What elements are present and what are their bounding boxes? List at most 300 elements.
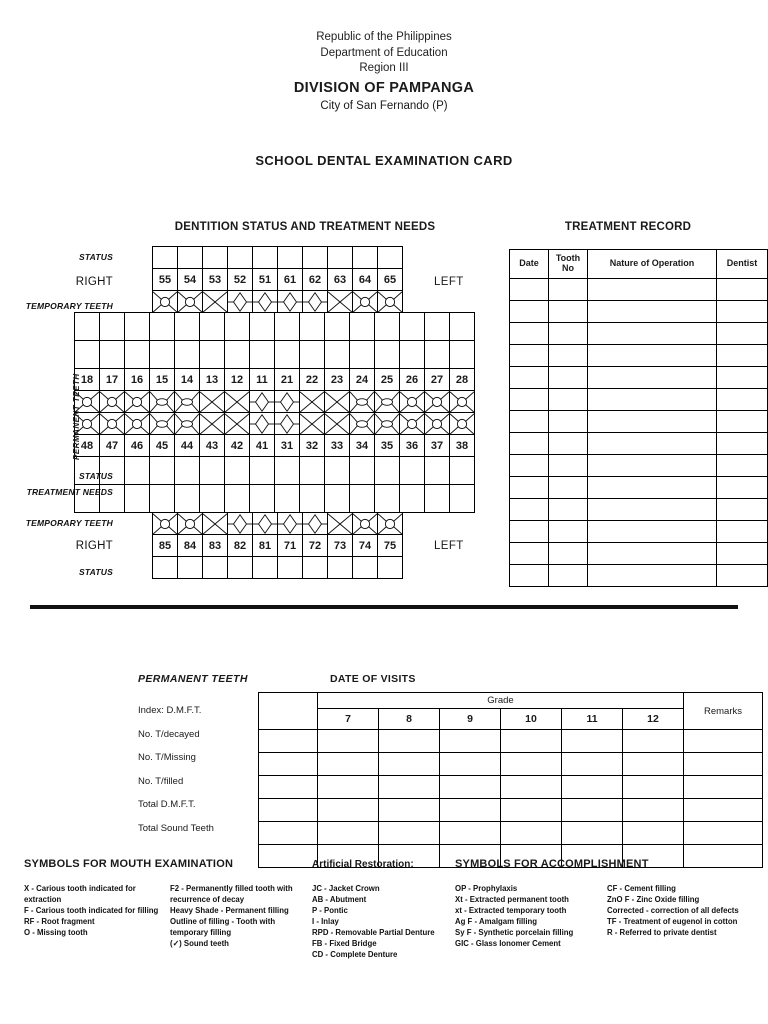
tooth-diagram-cell xyxy=(224,390,250,413)
visits-entry-cell[interactable] xyxy=(440,776,501,799)
treatment-record-cell[interactable] xyxy=(549,345,588,367)
treatment-record-cell[interactable] xyxy=(549,389,588,411)
treatment-record-cell[interactable] xyxy=(549,411,588,433)
tooth-number-cell: 63 xyxy=(327,268,353,291)
tooth-number-cell: 32 xyxy=(299,434,325,457)
visits-entry-cell[interactable] xyxy=(318,753,379,776)
treatment-needs-cell[interactable] xyxy=(349,340,375,369)
table-row xyxy=(510,389,768,411)
table-row xyxy=(510,367,768,389)
tooth-number-cell: 81 xyxy=(252,534,278,557)
status-cell[interactable] xyxy=(299,456,325,485)
tooth-diagram-cell xyxy=(449,390,475,413)
treatment-record-cell[interactable] xyxy=(588,477,717,499)
treatment-record-cell[interactable] xyxy=(588,565,717,587)
status-cell[interactable] xyxy=(399,456,425,485)
table-row xyxy=(510,345,768,367)
treatment-record-cell[interactable] xyxy=(510,323,549,345)
spacer xyxy=(403,247,481,269)
treatment-record-cell[interactable] xyxy=(510,345,549,367)
tooth-diagram-icon xyxy=(153,513,177,535)
treatment-record-cell[interactable] xyxy=(588,411,717,433)
row-lower-treatment-needs xyxy=(75,485,481,513)
treatment-record-cell[interactable] xyxy=(717,345,768,367)
treatment-record-cell[interactable] xyxy=(510,455,549,477)
tooth-diagram-cell xyxy=(274,390,300,413)
status-cell[interactable] xyxy=(274,312,300,341)
status-cell[interactable] xyxy=(277,246,303,269)
legend-item: Heavy Shade - Permanent filling xyxy=(170,906,289,916)
treatment-record-cell[interactable] xyxy=(549,499,588,521)
tooth-diagram-icon xyxy=(228,291,252,313)
legend-column-accomplishment-2 xyxy=(607,883,759,938)
row-lower-temporary-numbers xyxy=(75,535,481,557)
legend-item: (✓) Sound teeth xyxy=(170,939,229,949)
visits-entry-cell[interactable] xyxy=(318,822,379,845)
status-cell[interactable] xyxy=(152,246,178,269)
tooth-diagram-cell xyxy=(349,390,375,413)
treatment-needs-cell[interactable] xyxy=(449,340,475,369)
tooth-diagram-icon xyxy=(250,391,274,413)
visits-label-cell[interactable] xyxy=(259,799,318,822)
visits-entry-cell[interactable] xyxy=(501,799,562,822)
treatment-record-cell[interactable] xyxy=(510,521,549,543)
treatment-needs-cell[interactable] xyxy=(424,340,450,369)
row-upper-status xyxy=(75,247,481,269)
tooth-number-cell: 71 xyxy=(277,534,303,557)
treatment-record-cell[interactable] xyxy=(717,477,768,499)
treatment-needs-cell[interactable] xyxy=(124,484,150,513)
tooth-number-cell: 82 xyxy=(227,534,253,557)
status-cell[interactable] xyxy=(227,556,253,579)
treatment-needs-cell[interactable] xyxy=(399,340,425,369)
status-cell[interactable] xyxy=(199,312,225,341)
visits-entry-cell[interactable] xyxy=(379,822,440,845)
label-permanent-teeth-side: PERMANENT TEETH xyxy=(72,373,81,460)
visits-entry-cell[interactable] xyxy=(623,776,684,799)
tooth-number-cell: 33 xyxy=(324,434,350,457)
status-cell[interactable] xyxy=(377,556,403,579)
treatment-needs-cell[interactable] xyxy=(249,340,275,369)
status-cell[interactable] xyxy=(449,456,475,485)
tooth-diagram-cell xyxy=(149,412,175,435)
status-cell[interactable] xyxy=(152,556,178,579)
treatment-record-cell[interactable] xyxy=(588,279,717,301)
status-cell[interactable] xyxy=(149,456,175,485)
legend-item: TF - Treatment of eugenol in cotton xyxy=(607,917,738,927)
status-cell[interactable] xyxy=(274,456,300,485)
tooth-diagram-icon xyxy=(375,391,399,413)
visits-entry-cell[interactable] xyxy=(318,730,379,753)
treatment-record-cell[interactable] xyxy=(549,521,588,543)
status-cell[interactable] xyxy=(202,556,228,579)
status-cell[interactable] xyxy=(149,312,175,341)
treatment-record-cell[interactable] xyxy=(549,279,588,301)
visits-entry-cell[interactable] xyxy=(623,799,684,822)
treatment-needs-cell[interactable] xyxy=(149,484,175,513)
visits-row xyxy=(259,799,763,822)
tooth-diagram-cell xyxy=(174,390,200,413)
treatment-needs-cell[interactable] xyxy=(374,340,400,369)
tooth-number-cell: 53 xyxy=(202,268,228,291)
visits-remarks-cell[interactable] xyxy=(684,753,763,776)
visits-entry-cell[interactable] xyxy=(318,776,379,799)
visits-row xyxy=(259,730,763,753)
grade-column-header: 8 xyxy=(379,709,440,730)
label-right-bottom: RIGHT xyxy=(75,540,113,552)
visits-entry-cell[interactable] xyxy=(379,753,440,776)
treatment-record-cell[interactable] xyxy=(717,367,768,389)
tooth-number-cell: 65 xyxy=(377,268,403,291)
status-cell[interactable] xyxy=(299,312,325,341)
visits-label-cell[interactable] xyxy=(259,730,318,753)
label-treatment-needs: TREATMENT NEEDS xyxy=(26,487,113,497)
treatment-record-cell[interactable] xyxy=(717,521,768,543)
grade-column-header: 7 xyxy=(318,709,379,730)
visits-entry-cell[interactable] xyxy=(623,753,684,776)
visits-entry-cell[interactable] xyxy=(501,730,562,753)
treatment-needs-cell[interactable] xyxy=(149,340,175,369)
table-row xyxy=(510,323,768,345)
treatment-record-cell[interactable] xyxy=(717,323,768,345)
treatment-needs-cell[interactable] xyxy=(299,340,325,369)
visits-entry-cell[interactable] xyxy=(562,822,623,845)
status-cell[interactable] xyxy=(249,312,275,341)
tooth-number-cell: 28 xyxy=(449,368,475,391)
treatment-record-cell[interactable] xyxy=(510,389,549,411)
treatment-needs-cell[interactable] xyxy=(449,484,475,513)
spacer xyxy=(403,291,481,313)
tooth-diagram-cell xyxy=(252,290,278,313)
legend-item: Corrected - correction of all defects xyxy=(607,906,739,916)
tooth-diagram-cell xyxy=(352,512,378,535)
tooth-diagram-icon xyxy=(250,413,274,435)
table-header-row xyxy=(510,250,768,279)
tooth-number-cell: 26 xyxy=(399,368,425,391)
row-lower-status-bottom xyxy=(75,557,481,579)
visits-remarks-cell[interactable] xyxy=(684,799,763,822)
treatment-record-cell[interactable] xyxy=(588,367,717,389)
treatment-record-cell[interactable] xyxy=(588,499,717,521)
treatment-needs-cell[interactable] xyxy=(274,484,300,513)
legend-item: CF - Cement filling xyxy=(607,884,676,893)
tooth-number-cell: 48 xyxy=(74,434,100,457)
legend-item: Outline of filling - Tooth with temporary filling xyxy=(170,917,276,938)
tooth-diagram-cell xyxy=(274,412,300,435)
treatment-record-cell[interactable] xyxy=(588,521,717,543)
treatment-needs-cell[interactable] xyxy=(224,340,250,369)
treatment-record-cell[interactable] xyxy=(549,367,588,389)
status-cell[interactable] xyxy=(324,312,350,341)
visits-entry-cell[interactable] xyxy=(318,799,379,822)
tooth-number-cell: 31 xyxy=(274,434,300,457)
treatment-record-cell[interactable] xyxy=(549,477,588,499)
tooth-number-cell: 85 xyxy=(152,534,178,557)
tooth-diagram-cell xyxy=(202,290,228,313)
status-cell[interactable] xyxy=(99,312,125,341)
tooth-diagram-icon xyxy=(253,291,277,313)
status-cell[interactable] xyxy=(224,312,250,341)
treatment-needs-cell[interactable] xyxy=(199,484,225,513)
treatment-record-cell[interactable] xyxy=(717,301,768,323)
status-cell[interactable] xyxy=(124,312,150,341)
treatment-record-cell[interactable] xyxy=(717,433,768,455)
tooth-number-cell: 14 xyxy=(174,368,200,391)
tooth-number-cell: 25 xyxy=(374,368,400,391)
status-cell[interactable] xyxy=(252,556,278,579)
treatment-needs-cell[interactable] xyxy=(349,484,375,513)
visits-entry-cell[interactable] xyxy=(562,799,623,822)
tooth-diagram-icon xyxy=(328,513,352,535)
tooth-number-cell: 44 xyxy=(174,434,200,457)
treatment-needs-cell[interactable] xyxy=(199,340,225,369)
col-date: Date xyxy=(510,250,549,279)
status-cell[interactable] xyxy=(199,456,225,485)
col-nature-of-operation: Nature of Operation xyxy=(588,250,717,279)
status-cell[interactable] xyxy=(124,456,150,485)
visits-entry-cell[interactable] xyxy=(562,730,623,753)
tooth-number-cell: 15 xyxy=(149,368,175,391)
tooth-diagram-icon xyxy=(225,413,249,435)
visits-row xyxy=(259,822,763,845)
treatment-record-cell[interactable] xyxy=(549,455,588,477)
treatment-record-cell[interactable] xyxy=(717,499,768,521)
tooth-diagram-cell xyxy=(124,412,150,435)
treatment-record-cell[interactable] xyxy=(588,433,717,455)
status-cell[interactable] xyxy=(424,456,450,485)
treatment-record-cell[interactable] xyxy=(717,279,768,301)
label-status-top: STATUS xyxy=(79,252,113,262)
treatment-needs-cell[interactable] xyxy=(174,340,200,369)
tooth-diagram-icon xyxy=(153,291,177,313)
tooth-diagram-cell xyxy=(199,390,225,413)
dentition-section-title: DENTITION STATUS AND TREATMENT NEEDS xyxy=(174,221,436,233)
status-cell[interactable] xyxy=(324,456,350,485)
tooth-diagram-icon xyxy=(353,513,377,535)
treatment-needs-cell[interactable] xyxy=(374,484,400,513)
tooth-number-cell: 41 xyxy=(249,434,275,457)
label-status-bottom: STATUS xyxy=(79,567,113,577)
legend-item: P - Pontic xyxy=(312,906,348,916)
treatment-record-cell[interactable] xyxy=(717,543,768,565)
status-cell[interactable] xyxy=(352,246,378,269)
treatment-record-cell[interactable] xyxy=(510,433,549,455)
status-cell[interactable] xyxy=(202,246,228,269)
treatment-needs-cell[interactable] xyxy=(324,340,350,369)
status-cell[interactable] xyxy=(349,312,375,341)
status-cell[interactable] xyxy=(177,556,203,579)
visits-remarks-cell[interactable] xyxy=(684,776,763,799)
visits-entry-cell[interactable] xyxy=(501,753,562,776)
tooth-diagram-cell xyxy=(202,512,228,535)
visits-entry-cell[interactable] xyxy=(379,776,440,799)
tooth-number-cell: 36 xyxy=(399,434,425,457)
status-cell[interactable] xyxy=(399,312,425,341)
treatment-record-cell[interactable] xyxy=(510,279,549,301)
visits-entry-cell[interactable] xyxy=(379,799,440,822)
status-cell[interactable] xyxy=(377,246,403,269)
treatment-needs-cell[interactable] xyxy=(399,484,425,513)
visits-entry-cell[interactable] xyxy=(501,776,562,799)
tooth-diagram-icon xyxy=(425,413,449,435)
treatment-record-cell[interactable] xyxy=(510,543,549,565)
status-cell[interactable] xyxy=(74,312,100,341)
status-cell[interactable] xyxy=(424,312,450,341)
tooth-diagram-cell xyxy=(424,390,450,413)
header-republic: Republic of the Philippines xyxy=(316,31,452,43)
legend-title-mouth-examination: SYMBOLS FOR MOUTH EXAMINATION xyxy=(24,858,234,870)
status-cell[interactable] xyxy=(177,246,203,269)
tooth-diagram-cell xyxy=(227,290,253,313)
tooth-diagram-cell xyxy=(227,512,253,535)
tooth-number-cell: 52 xyxy=(227,268,253,291)
status-cell[interactable] xyxy=(352,556,378,579)
status-cell[interactable] xyxy=(277,556,303,579)
tooth-diagram-cell xyxy=(424,412,450,435)
visits-remarks-cell[interactable] xyxy=(684,730,763,753)
treatment-needs-cell[interactable] xyxy=(99,340,125,369)
treatment-needs-cell[interactable] xyxy=(174,484,200,513)
tooth-diagram-cell xyxy=(327,512,353,535)
visits-entry-cell[interactable] xyxy=(623,822,684,845)
blank-corner-cell xyxy=(259,693,318,730)
visits-entry-cell[interactable] xyxy=(623,730,684,753)
row-upper-temporary-numbers xyxy=(75,269,481,291)
tooth-number-cell: 62 xyxy=(302,268,328,291)
status-cell[interactable] xyxy=(349,456,375,485)
treatment-record-cell[interactable] xyxy=(588,543,717,565)
tooth-diagram-icon xyxy=(275,413,299,435)
treatment-record-cell[interactable] xyxy=(549,543,588,565)
treatment-record-cell[interactable] xyxy=(717,565,768,587)
tooth-number-cell: 72 xyxy=(302,534,328,557)
visits-entry-cell[interactable] xyxy=(379,730,440,753)
treatment-record-cell[interactable] xyxy=(588,455,717,477)
tooth-diagram-cell xyxy=(277,512,303,535)
visits-row-label: No. T/Missing xyxy=(138,752,196,763)
legend-item: CD - Complete Denture xyxy=(312,950,398,960)
status-cell[interactable] xyxy=(174,456,200,485)
treatment-record-cell[interactable] xyxy=(510,565,549,587)
legend-column-artificial xyxy=(312,883,447,960)
visits-entry-cell[interactable] xyxy=(501,822,562,845)
treatment-record-cell[interactable] xyxy=(549,301,588,323)
tooth-number-cell: 35 xyxy=(374,434,400,457)
treatment-record-cell[interactable] xyxy=(510,301,549,323)
tooth-diagram-icon xyxy=(150,391,174,413)
table-row xyxy=(510,543,768,565)
visits-label-cell[interactable] xyxy=(259,776,318,799)
treatment-record-cell[interactable] xyxy=(510,499,549,521)
remarks-header: Remarks xyxy=(684,693,763,730)
status-cell[interactable] xyxy=(224,456,250,485)
treatment-record-cell[interactable] xyxy=(588,323,717,345)
treatment-needs-cell[interactable] xyxy=(74,340,100,369)
status-cell[interactable] xyxy=(302,246,328,269)
visits-remarks-cell[interactable] xyxy=(684,822,763,845)
status-cell[interactable] xyxy=(249,456,275,485)
status-cell[interactable] xyxy=(174,312,200,341)
treatment-needs-cell[interactable] xyxy=(274,340,300,369)
treatment-record-cell[interactable] xyxy=(588,345,717,367)
tooth-diagram-icon xyxy=(178,291,202,313)
tooth-diagram-icon xyxy=(278,291,302,313)
treatment-needs-cell[interactable] xyxy=(249,484,275,513)
tooth-diagram-cell xyxy=(99,390,125,413)
treatment-record-cell[interactable] xyxy=(588,389,717,411)
treatment-record-cell[interactable] xyxy=(510,411,549,433)
treatment-record-cell[interactable] xyxy=(717,389,768,411)
status-cell[interactable] xyxy=(227,246,253,269)
legend-item: Ag F - Amalgam filling xyxy=(455,917,538,927)
treatment-record-cell[interactable] xyxy=(717,411,768,433)
tooth-number-cell: 74 xyxy=(352,534,378,557)
row-lower-permanent-numbers xyxy=(75,435,481,457)
treatment-needs-cell[interactable] xyxy=(424,484,450,513)
table-row xyxy=(510,279,768,301)
status-cell[interactable] xyxy=(252,246,278,269)
status-cell[interactable] xyxy=(302,556,328,579)
treatment-record-cell[interactable] xyxy=(510,477,549,499)
visits-entry-cell[interactable] xyxy=(440,753,501,776)
treatment-record-cell[interactable] xyxy=(549,433,588,455)
visits-entry-cell[interactable] xyxy=(440,730,501,753)
visits-label-cell[interactable] xyxy=(259,822,318,845)
visits-entry-cell[interactable] xyxy=(440,822,501,845)
legend-item: xt - Extracted temporary tooth xyxy=(455,906,567,916)
tooth-diagram-icon xyxy=(303,291,327,313)
legend-item: Sy F - Synthetic porcelain filling xyxy=(455,928,574,938)
status-cell[interactable] xyxy=(327,246,353,269)
tooth-diagram-icon xyxy=(350,413,374,435)
treatment-needs-cell[interactable] xyxy=(124,340,150,369)
treatment-needs-cell[interactable] xyxy=(324,484,350,513)
tooth-diagram-cell xyxy=(152,290,178,313)
treatment-record-cell[interactable] xyxy=(717,455,768,477)
visits-entry-cell[interactable] xyxy=(562,776,623,799)
symbols-legend xyxy=(0,853,768,983)
tooth-diagram-cell xyxy=(299,412,325,435)
visits-row-label: Total D.M.F.T. xyxy=(138,799,196,810)
status-cell[interactable] xyxy=(327,556,353,579)
status-cell[interactable] xyxy=(374,312,400,341)
legend-item: AB - Abutment xyxy=(312,895,367,905)
table-row xyxy=(510,455,768,477)
visits-label-cell[interactable] xyxy=(259,753,318,776)
tooth-diagram-cell xyxy=(352,290,378,313)
tooth-diagram-icon xyxy=(378,291,402,313)
treatment-record-cell[interactable] xyxy=(549,565,588,587)
treatment-needs-cell[interactable] xyxy=(224,484,250,513)
tooth-diagram-icon xyxy=(203,513,227,535)
visits-entry-cell[interactable] xyxy=(562,753,623,776)
grade-header-row xyxy=(259,693,763,709)
visits-entry-cell[interactable] xyxy=(440,799,501,822)
treatment-record-cell[interactable] xyxy=(549,323,588,345)
treatment-needs-cell[interactable] xyxy=(299,484,325,513)
treatment-record-cell[interactable] xyxy=(510,367,549,389)
tooth-diagram-icon xyxy=(450,391,474,413)
treatment-record-cell[interactable] xyxy=(588,301,717,323)
status-cell[interactable] xyxy=(374,456,400,485)
tooth-diagram-cell xyxy=(302,512,328,535)
tooth-diagram-icon xyxy=(203,291,227,313)
status-cell[interactable] xyxy=(449,312,475,341)
tooth-number-cell: 54 xyxy=(177,268,203,291)
label-left-bottom: LEFT xyxy=(434,540,464,552)
tooth-number-cell: 18 xyxy=(74,368,100,391)
tooth-diagram-icon xyxy=(300,413,324,435)
